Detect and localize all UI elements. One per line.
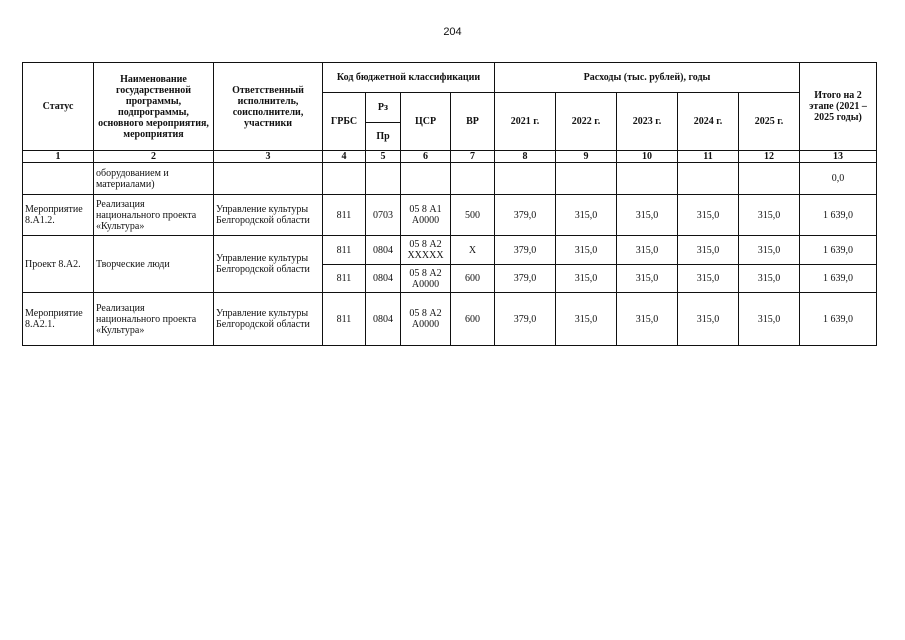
y2024-cell: 315,0: [678, 236, 739, 265]
column-number: 6: [401, 151, 451, 163]
table-row: [23, 163, 877, 195]
header-2023: 2023 г.: [617, 93, 678, 151]
y2022-cell: 315,0: [556, 195, 617, 236]
header-budget-code: Код бюджетной классификации: [323, 63, 495, 93]
status-cell: Проект 8.А2.: [23, 236, 94, 293]
header-2022: 2022 г.: [556, 93, 617, 151]
total-cell: 1 639,0: [800, 293, 877, 346]
column-number: 4: [323, 151, 366, 163]
y2022-cell: [556, 163, 617, 195]
table-row: [23, 293, 877, 346]
status-cell: Мероприятие 8.А1.2.: [23, 195, 94, 236]
page-number: 204: [443, 26, 462, 38]
csr-cell: 05 8 А2 А0000: [401, 293, 451, 346]
y2025-cell: [739, 163, 800, 195]
column-number: 5: [366, 151, 401, 163]
y2023-cell: 315,0: [617, 236, 678, 265]
y2025-cell: 315,0: [739, 236, 800, 265]
status-cell: [23, 163, 94, 195]
y2021-cell: 379,0: [495, 195, 556, 236]
grbs-cell: 811: [323, 265, 366, 293]
y2023-cell: [617, 163, 678, 195]
budget-table: [22, 62, 877, 346]
vr-cell: 500: [451, 195, 495, 236]
header-expenses: Расходы (тыс. рублей), годы: [495, 63, 800, 93]
grbs-cell: [323, 163, 366, 195]
y2024-cell: 315,0: [678, 265, 739, 293]
column-number: 10: [617, 151, 678, 163]
csr-cell: 05 8 А2 А0000: [401, 265, 451, 293]
y2022-cell: 315,0: [556, 265, 617, 293]
y2021-cell: [495, 163, 556, 195]
name-cell: Реализация национального проекта «Культура»: [94, 293, 214, 346]
name-cell: оборудованием и материалами): [94, 163, 214, 195]
rzpr-cell: 0804: [366, 236, 401, 265]
column-number: 13: [800, 151, 877, 163]
vr-cell: X: [451, 236, 495, 265]
header-name: Наименование государственной программы, подпрограммы, основного мероприятия, мероприятия: [94, 63, 214, 151]
rzpr-cell: [366, 163, 401, 195]
y2025-cell: 315,0: [739, 265, 800, 293]
header-csr: ЦСР: [401, 93, 451, 151]
name-cell: Реализация национального проекта «Культура»: [94, 195, 214, 236]
grbs-cell: 811: [323, 195, 366, 236]
header-responsible: Ответственный исполнитель, соисполнители, участники: [214, 63, 323, 151]
vr-cell: [451, 163, 495, 195]
header-2024: 2024 г.: [678, 93, 739, 151]
y2024-cell: 315,0: [678, 195, 739, 236]
grbs-cell: 811: [323, 236, 366, 265]
y2022-cell: 315,0: [556, 293, 617, 346]
y2022-cell: 315,0: [556, 236, 617, 265]
header-2021: 2021 г.: [495, 93, 556, 151]
name-cell: Творческие люди: [94, 236, 214, 293]
total-cell: 1 639,0: [800, 265, 877, 293]
rzpr-cell: 0804: [366, 265, 401, 293]
y2025-cell: 315,0: [739, 195, 800, 236]
total-cell: 1 639,0: [800, 195, 877, 236]
table-row: [23, 236, 877, 265]
y2024-cell: [678, 163, 739, 195]
column-number: 8: [495, 151, 556, 163]
column-number: 1: [23, 151, 94, 163]
header-pr: Пр: [366, 123, 401, 151]
column-number: 2: [94, 151, 214, 163]
responsible-cell: Управление культуры Белгородской области: [214, 293, 323, 346]
header-2025: 2025 г.: [739, 93, 800, 151]
y2025-cell: 315,0: [739, 293, 800, 346]
vr-cell: 600: [451, 293, 495, 346]
column-number-row: [23, 151, 877, 163]
csr-cell: 05 8 А2 XXXXX: [401, 236, 451, 265]
header-vr: ВР: [451, 93, 495, 151]
column-number: 7: [451, 151, 495, 163]
y2023-cell: 315,0: [617, 195, 678, 236]
y2023-cell: 315,0: [617, 265, 678, 293]
responsible-cell: [214, 163, 323, 195]
rzpr-cell: 0703: [366, 195, 401, 236]
rzpr-cell: 0804: [366, 293, 401, 346]
y2023-cell: 315,0: [617, 293, 678, 346]
total-cell: 1 639,0: [800, 236, 877, 265]
column-number: 9: [556, 151, 617, 163]
y2024-cell: 315,0: [678, 293, 739, 346]
responsible-cell: Управление культуры Белгородской области: [214, 195, 323, 236]
vr-cell: 600: [451, 265, 495, 293]
y2021-cell: 379,0: [495, 236, 556, 265]
csr-cell: 05 8 А1 А0000: [401, 195, 451, 236]
y2021-cell: 379,0: [495, 293, 556, 346]
responsible-cell: Управление культуры Белгородской области: [214, 236, 323, 293]
header-status: Статус: [23, 63, 94, 151]
status-cell: Мероприятие 8.А2.1.: [23, 293, 94, 346]
header-total: Итого на 2 этапе (2021 – 2025 годы): [800, 63, 877, 151]
table-row: [23, 195, 877, 236]
header-rz: Рз: [366, 93, 401, 123]
column-number: 3: [214, 151, 323, 163]
grbs-cell: 811: [323, 293, 366, 346]
csr-cell: [401, 163, 451, 195]
header-grbs: ГРБС: [323, 93, 366, 151]
column-number: 11: [678, 151, 739, 163]
total-cell: 0,0: [800, 163, 877, 195]
y2021-cell: 379,0: [495, 265, 556, 293]
column-number: 12: [739, 151, 800, 163]
